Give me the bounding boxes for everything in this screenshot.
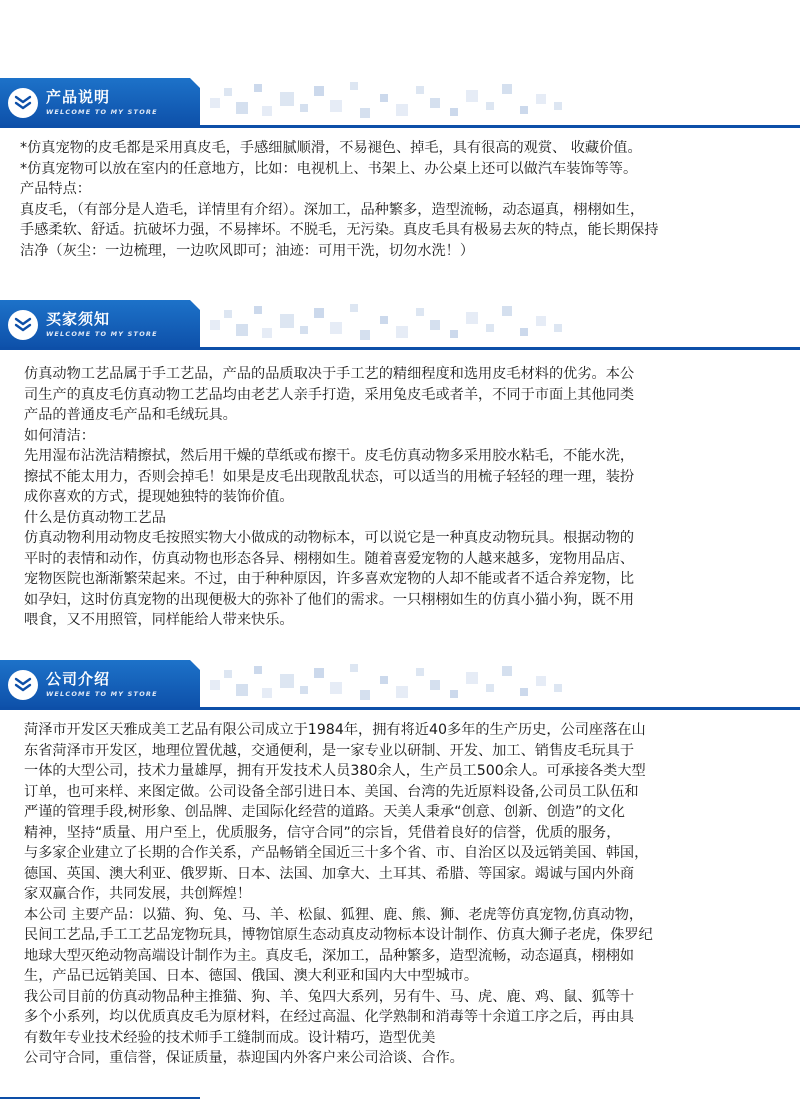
pixel-square <box>280 92 294 106</box>
bottom-divider <box>0 1097 200 1099</box>
pixel-square <box>350 82 358 90</box>
chevron-down-icon <box>8 310 38 340</box>
section-subtitle: WELCOME TO MY STORE <box>46 330 158 338</box>
section-subtitle: WELCOME TO MY STORE <box>46 690 158 698</box>
pixel-square <box>236 684 248 696</box>
pixel-square <box>380 316 388 324</box>
section-body-text: 仿真动物工艺品属于手工艺品，产品的品质取决于手工艺的精细程度和选用皮毛材料的优劣。本公 司生产的真皮毛仿真动物工艺品均由老艺人亲手打造，采用兔皮毛或者羊，不同于市面上其他同类 产品的普通皮毛产品和毛绒玩具。 如何清洁： 先用湿布沾洗洁精擦拭，然后用干燥的草纸或布擦干。皮毛仿真动物多采用胶水粘毛，不能水洗， 擦拭不能太用力，否则会掉毛！如果是皮毛出现散乱状态，可以适当的用梳子轻轻的理一理，装扮 成你喜欢的方式，提现她独特的装饰价值。 什么是仿真动物工艺品 仿真动物利用动物皮毛按照实物大小做成的动物标本，可以说它是一种真皮动物玩具。根据动物的 平时的表情和动作，仿真动物也形态各异、栩栩如生。随着喜爱宠物的人越来越多，宠物用品店、 宠物医院也渐渐繁荣起来。不过，由于种种原因，许多喜欢宠物的人却不能或者不适合养宠物，比 如孕妇，这时仿真宠物的出现便极大的弥补了他们的需求。一只栩栩如生的仿真小猫小狗，既不用 喂食，又不用照管，同样能给人带来快乐。 <box>24 366 635 628</box>
pixel-square <box>314 308 324 318</box>
pixel-square <box>314 668 324 678</box>
pixel-square <box>430 320 440 330</box>
pixel-square <box>466 672 478 684</box>
pixel-square <box>520 688 528 696</box>
pixel-square <box>236 324 248 336</box>
pixel-square <box>430 680 440 690</box>
pixel-decoration <box>210 80 570 124</box>
pixel-square <box>330 682 342 694</box>
pixel-square <box>450 690 458 698</box>
pixel-square <box>300 326 308 334</box>
banner-divider <box>0 347 800 350</box>
pixel-square <box>210 320 220 330</box>
pixel-square <box>520 328 528 336</box>
pixel-square <box>262 106 272 116</box>
pixel-square <box>224 310 232 318</box>
pixel-square <box>380 676 388 684</box>
pixel-square <box>360 330 370 340</box>
product-description-section <box>0 78 800 259</box>
pixel-square <box>502 84 512 94</box>
pixel-square <box>224 88 232 96</box>
pixel-square <box>262 688 272 698</box>
section-banner <box>0 660 800 710</box>
section-title: 产品说明 <box>46 88 111 106</box>
banner-divider <box>0 707 800 710</box>
pixel-square <box>254 306 262 314</box>
pixel-square <box>554 324 562 332</box>
pixel-square <box>396 104 408 116</box>
pixel-square <box>330 100 342 112</box>
pixel-square <box>330 322 342 334</box>
pixel-square <box>396 326 408 338</box>
pixel-square <box>486 684 494 692</box>
pixel-square <box>300 686 308 694</box>
pixel-square <box>314 86 324 96</box>
section-title: 公司介绍 <box>46 670 111 688</box>
buyer-notice-section <box>0 300 800 628</box>
pixel-square <box>280 674 294 688</box>
pixel-square <box>450 108 458 116</box>
pixel-square <box>416 308 424 316</box>
pixel-square <box>224 670 232 678</box>
pixel-square <box>486 102 494 110</box>
chevron-down-icon <box>8 88 38 118</box>
pixel-decoration <box>210 662 570 706</box>
pixel-square <box>360 108 370 118</box>
pixel-square <box>536 676 546 686</box>
pixel-square <box>450 330 458 338</box>
chevron-down-icon <box>8 670 38 700</box>
pixel-decoration <box>210 302 570 346</box>
pixel-square <box>430 98 440 108</box>
pixel-square <box>380 94 388 102</box>
company-intro-section <box>0 660 800 1066</box>
pixel-square <box>554 684 562 692</box>
pixel-square <box>416 668 424 676</box>
section-title: 买家须知 <box>46 310 111 328</box>
pixel-square <box>502 666 512 676</box>
banner-divider <box>0 125 800 128</box>
section-subtitle: WELCOME TO MY STORE <box>46 108 158 116</box>
pixel-square <box>254 84 262 92</box>
pixel-square <box>554 102 562 110</box>
section-banner <box>0 78 800 128</box>
pixel-square <box>210 680 220 690</box>
pixel-square <box>350 304 358 312</box>
pixel-square <box>300 104 308 112</box>
section-body-text: 菏泽市开发区天雅成美工艺品有限公司成立于1984年，拥有将近40多年的生产历史，公司座落在山 东省菏泽市开发区，地理位置优越，交通便利，是一家专业以研制、开发、加工、销售皮毛玩具于 一体的大型公司，技术力量雄厚，拥有开发技术人员380余人，生产员工500余人。可承接各类大型 订单，也可来样、来图定做。公司设备全部引进日本、美国、台湾的先近原料设备,公司员工队伍和 严谨的管理手段,树形象、创品牌、走国际化经营的道路。天美人秉承“创意、创新、创造”的文化 精神，坚持“质量、用户至上，优质服务，信守合同”的宗旨，凭借着良好的信誉，优质的服务， 与多家企业建立了长期的合作关系，产品畅销全国近三十多个省、市、自治区以及远销美国、韩国， 德国、英国、澳大利亚、俄罗斯、日本、法国、加拿大、土耳其、希腊、等国家。竭诚与国内外商 家双赢合作，共同发展，共创辉煌！ 本公司 主要产品：以猫、狗、兔、马、羊、松鼠、狐狸、鹿、熊、狮、老虎等仿真宠物,仿真动物， 民间工艺品,手工工艺品宠物玩具，博物馆原生态动真皮动物标本设计制作、仿真大狮子老虎，侏罗纪 地球大型灭绝动物高端设计制作为主。真皮毛，深加工，品种繁多，造型流畅，动态逼真，栩栩如 生，产品已远销美国、日本、德国、俄国、澳大利亚和国内大中型城市。 我公司目前的仿真动物品种主推猫、狗、羊、兔四大系列，另有牛、马、虎、鹿、鸡、鼠、狐等十 多个小系列，均以优质真皮毛为原材料，在经过高温、化学熟制和消毒等十余道工序之后，再由具 有数年专业技术经验的技术师手工缝制而成。设计精巧，造型优美 公司守合同，重信誉，保证质量，恭迎国内外客户来公司洽谈、合作。 <box>24 722 653 1066</box>
pixel-square <box>236 102 248 114</box>
pixel-square <box>536 316 546 326</box>
pixel-square <box>536 94 546 104</box>
pixel-square <box>466 312 478 324</box>
pixel-square <box>360 690 370 700</box>
section-body-text: *仿真宠物的皮毛都是采用真皮毛，手感细腻顺滑，不易褪色、掉毛，具有很高的观赏、 收藏价值。 *仿真宠物可以放在室内的任意地方，比如：电视机上、书架上、办公桌上还可以做汽车装饰等等。 产品特点： 真皮毛，（有部分是人造毛，详情里有介绍）。深加工，品种繁多，造型流畅，动态逼真，栩栩如生， 手感柔软、舒适。抗破坏力强，不易摔坏。不脱毛，无污染。真皮毛具有极易去灰的特点，能长期保持 洁净（灰尘：一边梳理，一边吹风即可；油迹：可用干洗，切勿水洗！） <box>20 140 659 259</box>
pixel-square <box>254 666 262 674</box>
pixel-square <box>262 328 272 338</box>
pixel-square <box>280 314 294 328</box>
pixel-square <box>502 306 512 316</box>
pixel-square <box>350 664 358 672</box>
pixel-square <box>486 324 494 332</box>
pixel-square <box>416 86 424 94</box>
pixel-square <box>210 98 220 108</box>
pixel-square <box>466 90 478 102</box>
section-banner <box>0 300 800 350</box>
pixel-square <box>396 686 408 698</box>
pixel-square <box>520 106 528 114</box>
